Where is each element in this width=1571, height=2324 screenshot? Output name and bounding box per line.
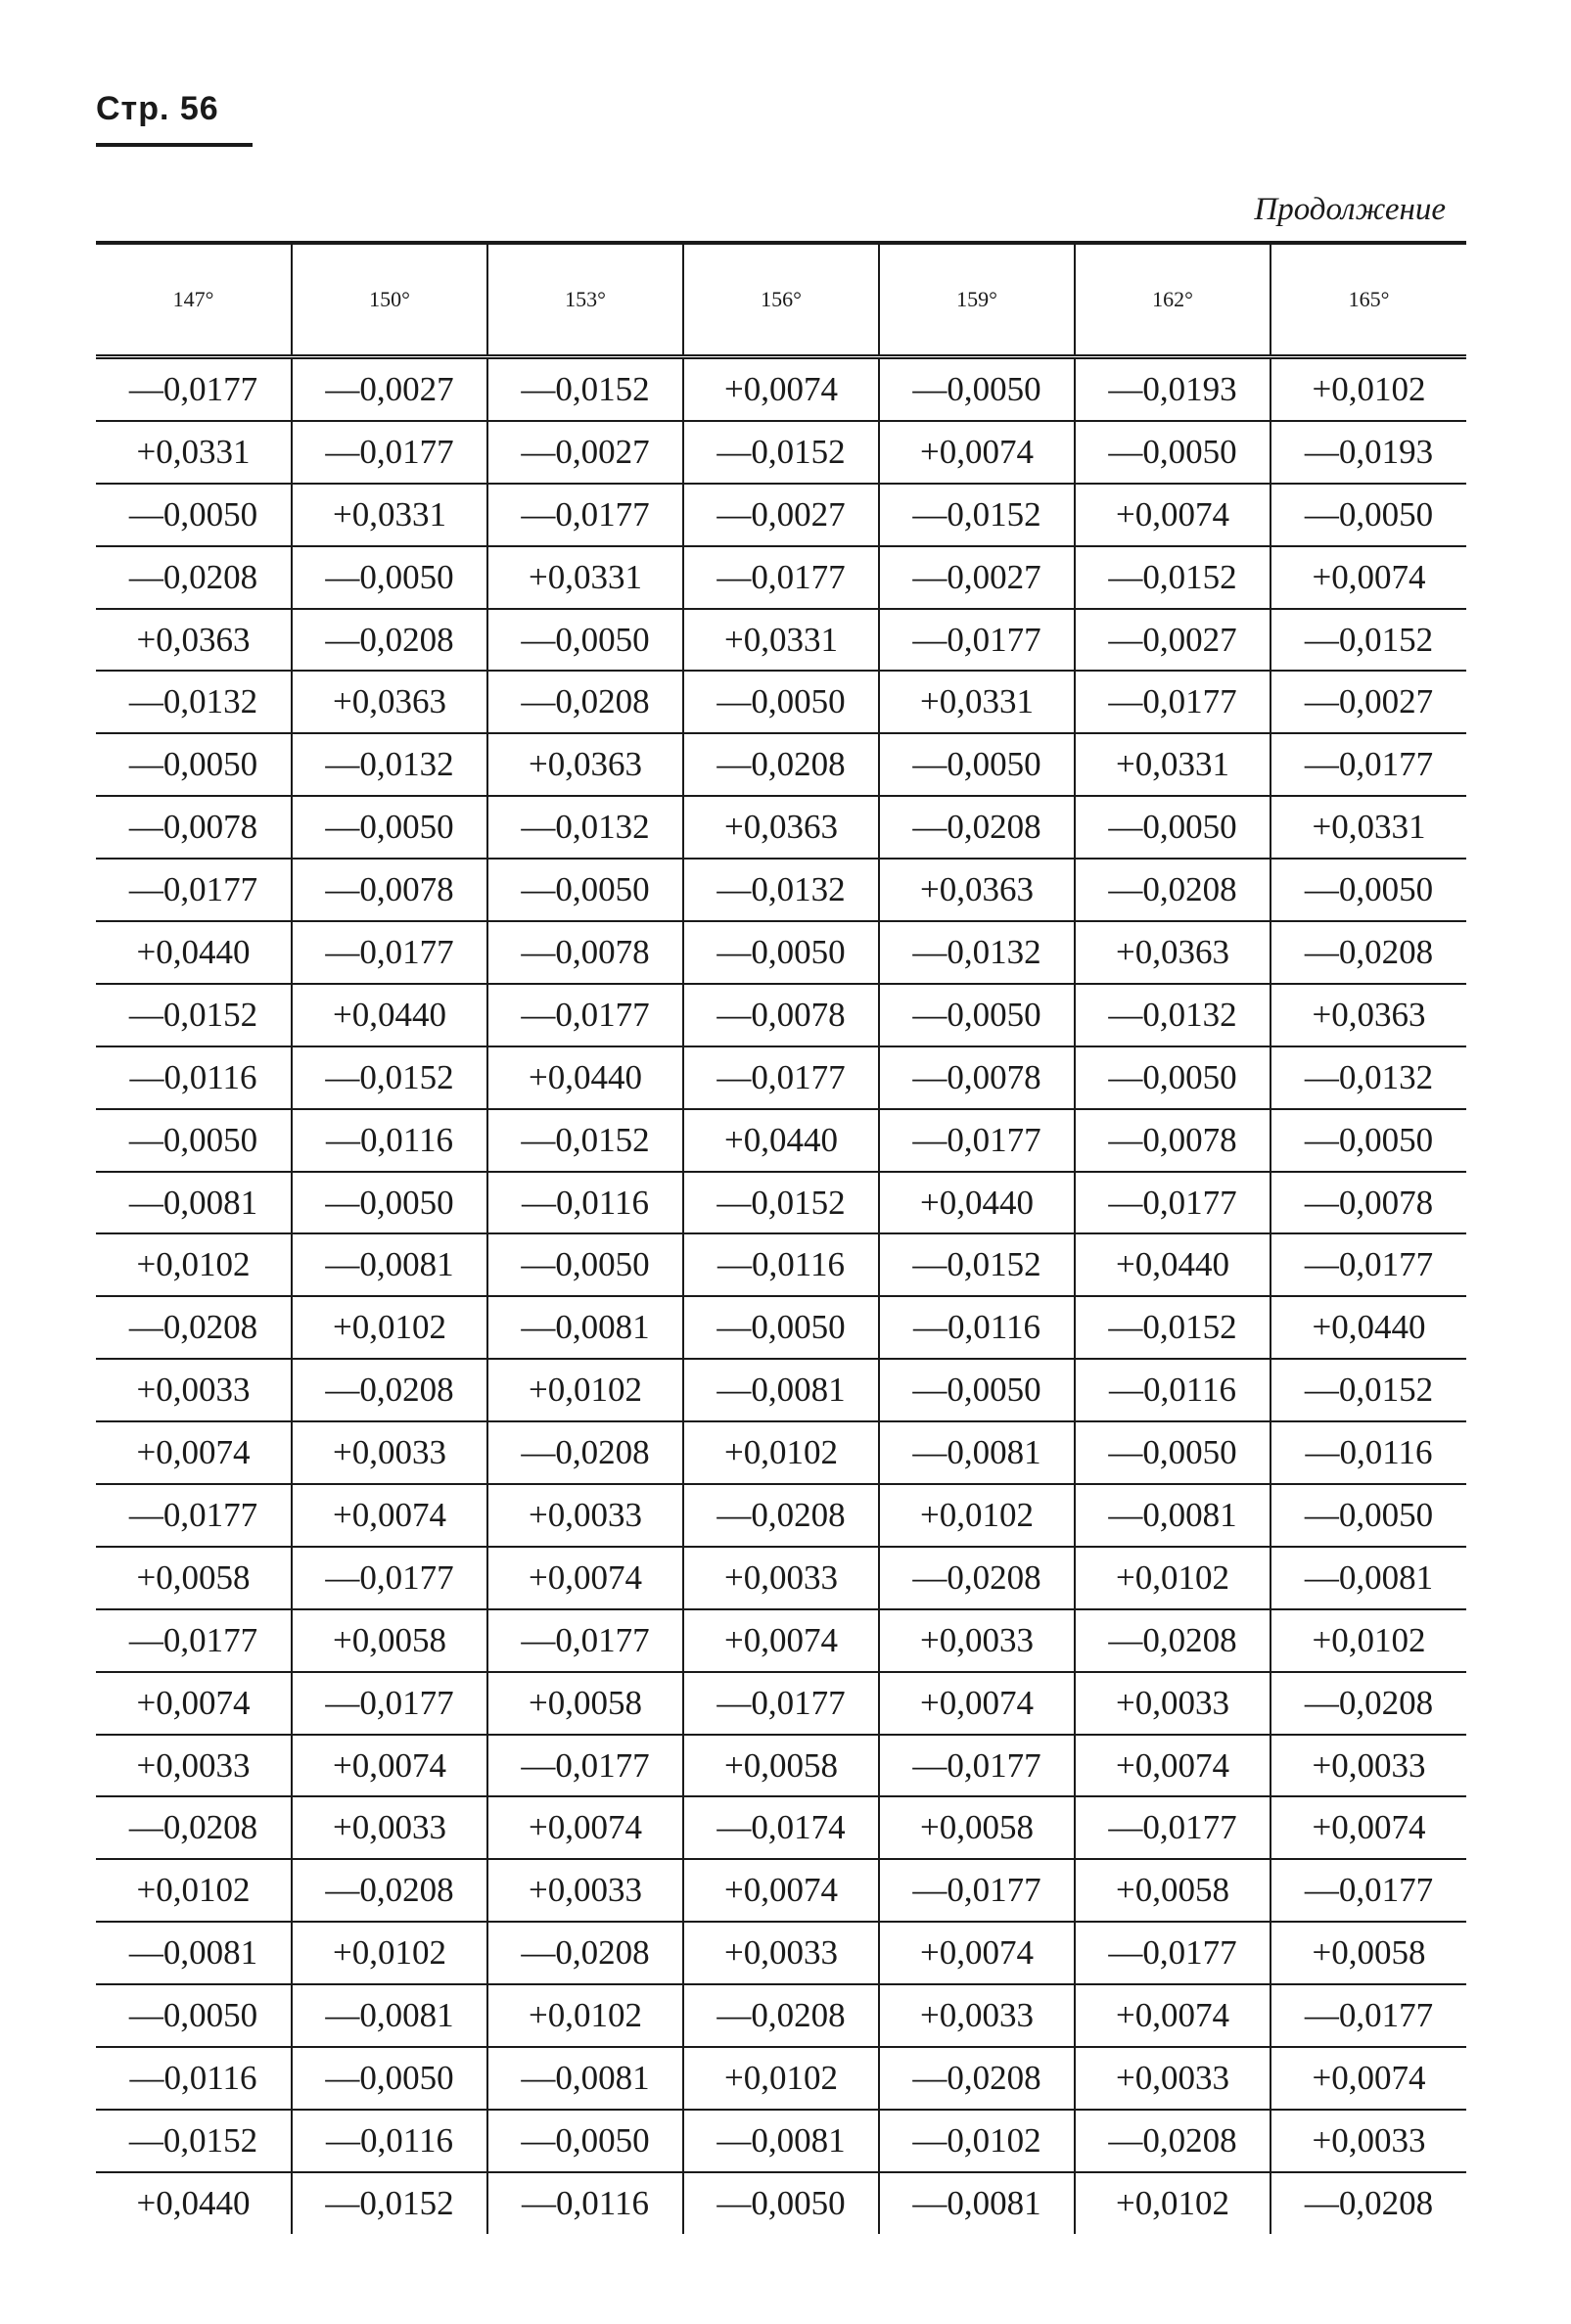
table-cell: —0,0116 (292, 1109, 487, 1172)
table-cell: —0,0152 (292, 2172, 487, 2234)
table-cell: —0,0050 (1271, 859, 1466, 921)
table-cell: —0,0050 (879, 733, 1075, 796)
table-row (96, 2047, 1466, 2110)
table-cell: —0,0177 (1271, 1233, 1466, 1296)
table-cell: +0,0074 (487, 1547, 683, 1609)
table-row (96, 1796, 1466, 1859)
table-cell: —0,0050 (1075, 1046, 1271, 1109)
table-cell: —0,0081 (487, 2047, 683, 2110)
table-cell: —0,0078 (292, 859, 487, 921)
table-body (96, 357, 1466, 2234)
table-cell: —0,0208 (1075, 1609, 1271, 1672)
table-cell: —0,0078 (683, 984, 879, 1046)
table-cell: +0,0074 (1271, 2047, 1466, 2110)
table-cell: —0,0132 (292, 733, 487, 796)
table-row (96, 984, 1466, 1046)
table-row (96, 609, 1466, 672)
table-cell: +0,0440 (292, 984, 487, 1046)
table-cell: —0,0116 (487, 2172, 683, 2234)
table-cell: —0,0208 (683, 1984, 879, 2047)
table-cell: +0,0074 (292, 1735, 487, 1797)
table-cell: —0,0050 (683, 921, 879, 984)
table-header-row (96, 245, 1466, 357)
table-cell: +0,0074 (879, 1672, 1075, 1735)
table-cell: +0,0102 (683, 2047, 879, 2110)
table-cell: —0,0177 (487, 984, 683, 1046)
column-header: 150° (292, 245, 487, 357)
table-row (96, 2110, 1466, 2172)
table-cell: —0,0177 (879, 1859, 1075, 1922)
table-cell: —0,0208 (683, 1484, 879, 1547)
table-cell: —0,0177 (879, 609, 1075, 672)
table-cell: +0,0074 (1271, 546, 1466, 609)
table-row (96, 1109, 1466, 1172)
table-cell: —0,0152 (96, 2110, 292, 2172)
table-cell: +0,0074 (683, 1859, 879, 1922)
table-cell: +0,0440 (683, 1109, 879, 1172)
table-cell: +0,0033 (683, 1922, 879, 1984)
table-cell: +0,0074 (879, 1922, 1075, 1984)
table-cell: +0,0033 (1271, 2110, 1466, 2172)
table-cell: —0,0027 (879, 546, 1075, 609)
table-cell: —0,0027 (683, 484, 879, 546)
table-cell: —0,0152 (96, 984, 292, 1046)
table-cell: —0,0132 (1075, 984, 1271, 1046)
table-cell: —0,0081 (683, 1359, 879, 1421)
table-cell: —0,0081 (487, 1296, 683, 1359)
column-header: 162° (1075, 245, 1271, 357)
table-cell: —0,0078 (96, 796, 292, 859)
table-row (96, 1922, 1466, 1984)
table-cell: —0,0050 (1075, 421, 1271, 484)
table-cell: —0,0132 (487, 796, 683, 859)
table-cell: +0,0033 (487, 1484, 683, 1547)
table-cell: —0,0050 (96, 1984, 292, 2047)
table-cell: +0,0102 (1075, 2172, 1271, 2234)
table-cell: —0,0208 (487, 1922, 683, 1984)
table-cell: —0,0050 (487, 859, 683, 921)
table-cell: +0,0033 (1271, 1735, 1466, 1797)
table-cell: +0,0074 (292, 1484, 487, 1547)
table-cell: —0,0081 (1271, 1547, 1466, 1609)
table-cell: —0,0050 (487, 2110, 683, 2172)
table-cell: +0,0033 (292, 1421, 487, 1484)
table-cell: —0,0177 (292, 1547, 487, 1609)
table-row (96, 796, 1466, 859)
table-row (96, 1046, 1466, 1109)
table-cell: +0,0102 (96, 1859, 292, 1922)
table-cell: —0,0050 (292, 2047, 487, 2110)
table-cell: —0,0208 (879, 1547, 1075, 1609)
table-cell: —0,0050 (487, 1233, 683, 1296)
table-cell: —0,0102 (879, 2110, 1075, 2172)
table-row (96, 1609, 1466, 1672)
table-cell: —0,0116 (96, 1046, 292, 1109)
table-cell: +0,0102 (292, 1922, 487, 1984)
table-cell: —0,0027 (1075, 609, 1271, 672)
column-header: 153° (487, 245, 683, 357)
table-cell: —0,0208 (292, 609, 487, 672)
table-row (96, 733, 1466, 796)
table-cell: +0,0033 (96, 1735, 292, 1797)
table-cell: —0,0208 (292, 1359, 487, 1421)
table-cell: +0,0033 (1075, 2047, 1271, 2110)
table-cell: —0,0208 (96, 546, 292, 609)
table-cell: —0,0177 (1075, 1796, 1271, 1859)
table-cell: +0,0074 (96, 1672, 292, 1735)
table-cell: —0,0050 (96, 733, 292, 796)
table-row (96, 1233, 1466, 1296)
table-cell: +0,0074 (1271, 1796, 1466, 1859)
table-cell: —0,0208 (879, 2047, 1075, 2110)
table-cell: +0,0074 (1075, 1735, 1271, 1797)
table-row (96, 1735, 1466, 1797)
table-cell: +0,0440 (136, 2183, 251, 2222)
table-cell: —0,0177 (96, 859, 292, 921)
table-cell: —0,0132 (683, 859, 879, 921)
table-cell: —0,0050 (1075, 796, 1271, 859)
table-cell: +0,0033 (487, 1859, 683, 1922)
table-cell: —0,0132 (96, 671, 292, 733)
table-cell: —0,0050 (1271, 484, 1466, 546)
table-cell: —0,0050 (96, 1109, 292, 1172)
table-row (96, 1172, 1466, 1234)
table-cell: +0,0102 (1271, 1609, 1466, 1672)
table-cell: —0,0208 (1075, 859, 1271, 921)
table-cell: —0,0177 (1271, 733, 1466, 796)
table-cell: +0,0363 (1075, 921, 1271, 984)
table-cell: +0,0058 (1075, 1859, 1271, 1922)
table-cell: +0,0033 (879, 1609, 1075, 1672)
table-row (96, 546, 1466, 609)
page-number-underline (96, 143, 253, 147)
table-cell: +0,0074 (487, 1796, 683, 1859)
table-cell: +0,0074 (879, 421, 1075, 484)
table-cell: —0,0078 (879, 1046, 1075, 1109)
table-cell: —0,0116 (683, 1233, 879, 1296)
table-cell: +0,0058 (487, 1672, 683, 1735)
table-cell: —0,0152 (292, 1046, 487, 1109)
table-row (96, 671, 1466, 733)
table-cell: +0,0033 (683, 1547, 879, 1609)
table-row (96, 1421, 1466, 1484)
table-cell: —0,0208 (1075, 2110, 1271, 2172)
table-cell: +0,0102 (683, 1421, 879, 1484)
table-cell: —0,0081 (879, 1421, 1075, 1484)
column-header: 165° (1271, 245, 1466, 357)
column-header: 156° (683, 245, 879, 357)
table-cell: +0,0363 (292, 671, 487, 733)
table-cell: +0,0440 (487, 1046, 683, 1109)
table-cell: —0,0177 (683, 1672, 879, 1735)
table-cell: +0,0102 (1271, 357, 1466, 421)
table-cell: +0,0102 (487, 1359, 683, 1421)
column-header: 147° (96, 245, 292, 357)
table-cell: —0,0177 (879, 1109, 1075, 1172)
table-cell: +0,0331 (683, 609, 879, 672)
table-cell: —0,0177 (879, 1735, 1075, 1797)
table-row (96, 1484, 1466, 1547)
table-cell: —0,0177 (683, 1046, 879, 1109)
table-cell: —0,0208 (487, 671, 683, 733)
table-cell: —0,0116 (96, 2047, 292, 2110)
table-cell: +0,0363 (96, 609, 292, 672)
column-header: 159° (879, 245, 1075, 357)
table-cell: —0,0177 (487, 484, 683, 546)
table-cell: +0,0074 (96, 1421, 292, 1484)
table-cell: —0,0208 (879, 796, 1075, 859)
table-cell: —0,0152 (683, 421, 879, 484)
table-cell: —0,0177 (96, 357, 292, 421)
table-cell: —0,0027 (1271, 671, 1466, 733)
table-cell: +0,0440 (1271, 1296, 1466, 1359)
table-cell: —0,0116 (1271, 1421, 1466, 1484)
table-cell: —0,0116 (1075, 1359, 1271, 1421)
table-cell: +0,0074 (683, 357, 879, 421)
table-cell: +0,0074 (1075, 484, 1271, 546)
table-cell: —0,0174 (683, 1796, 879, 1859)
table-row (96, 1359, 1466, 1421)
table-cell: +0,0440 (1075, 1233, 1271, 1296)
table-cell: —0,0177 (96, 1484, 292, 1547)
table-cell: —0,0050 (683, 671, 879, 733)
table-cell: —0,0050 (292, 546, 487, 609)
table-cell: —0,0193 (1075, 357, 1271, 421)
coefficient-table (96, 245, 1466, 2234)
table-cell: +0,0033 (292, 1796, 487, 1859)
table-row (96, 921, 1466, 984)
table-cell: +0,0058 (879, 1796, 1075, 1859)
table-cell: —0,0152 (879, 1233, 1075, 1296)
table-cell: —0,0177 (96, 1609, 292, 1672)
table-cell: +0,0440 (879, 1172, 1075, 1234)
table-cell: +0,0331 (1075, 733, 1271, 796)
table-cell: +0,0440 (96, 921, 292, 984)
table-cell: +0,0363 (1271, 984, 1466, 1046)
table-cell: +0,0363 (879, 859, 1075, 921)
table-cell: —0,0177 (1271, 1859, 1466, 1922)
table-cell: —0,0050 (96, 484, 292, 546)
table-cell: +0,0102 (1075, 1547, 1271, 1609)
continuation-label: Продолжение (1254, 192, 1446, 227)
table-cell: +0,0331 (879, 671, 1075, 733)
table-cell: +0,0058 (1271, 1922, 1466, 1984)
table-cell: —0,0208 (1271, 921, 1466, 984)
table-cell: —0,0050 (879, 1359, 1075, 1421)
table-cell: —0,0027 (487, 421, 683, 484)
table-cell: —0,0050 (292, 1172, 487, 1234)
page-number: Стр. 56 (96, 90, 219, 127)
table-cell: +0,0033 (1075, 1672, 1271, 1735)
table-cell: —0,0081 (1075, 1484, 1271, 1547)
table-cell: —0,0081 (292, 1233, 487, 1296)
table-cell: —0,0152 (879, 484, 1075, 546)
table-cell: +0,0033 (96, 1359, 292, 1421)
table-cell: —0,0152 (683, 1172, 879, 1234)
table-cell: —0,0078 (1271, 1172, 1466, 1234)
table-cell: +0,0074 (1075, 1984, 1271, 2047)
table-cell: —0,0208 (1271, 1672, 1466, 1735)
table-cell: —0,0132 (1271, 1046, 1466, 1109)
table-cell: —0,0027 (292, 357, 487, 421)
table-row (96, 1984, 1466, 2047)
table-cell: +0,0058 (683, 1735, 879, 1797)
table-cell: +0,0102 (96, 1233, 292, 1296)
table-cell: +0,0331 (487, 546, 683, 609)
table-cell: +0,0331 (96, 421, 292, 484)
table-cell: —0,0152 (1075, 1296, 1271, 1359)
table-cell: —0,0078 (487, 921, 683, 984)
table-cell: —0,0050 (1271, 1109, 1466, 1172)
table-cell: —0,0177 (1075, 671, 1271, 733)
table-cell: —0,0177 (1075, 1172, 1271, 1234)
table-cell: —0,0050 (683, 1296, 879, 1359)
table-cell: —0,0081 (292, 1984, 487, 2047)
table-cell: —0,0081 (96, 1922, 292, 1984)
table-cell: —0,0208 (292, 1859, 487, 1922)
table-row (96, 1296, 1466, 1359)
table-cell: —0,0050 (879, 357, 1075, 421)
table-cell: —0,0152 (1075, 546, 1271, 609)
table-row (96, 421, 1466, 484)
table-cell: —0,0050 (487, 609, 683, 672)
table-cell: —0,0208 (487, 1421, 683, 1484)
table-cell: —0,0081 (683, 2110, 879, 2172)
table-cell: —0,0193 (1271, 421, 1466, 484)
table-cell: —0,0050 (879, 984, 1075, 1046)
table-cell: —0,0081 (96, 1172, 292, 1234)
table-cell: +0,0363 (487, 733, 683, 796)
table-row (96, 484, 1466, 546)
table-cell: —0,0081 (879, 2172, 1075, 2234)
table-cell: +0,0102 (292, 1296, 487, 1359)
table-row (96, 859, 1466, 921)
table-row (96, 1547, 1466, 1609)
table-cell: —0,0177 (1271, 1984, 1466, 2047)
table-cell: —0,0152 (487, 357, 683, 421)
table-cell: —0,0177 (292, 421, 487, 484)
table-cell: —0,0050 (1271, 1484, 1466, 1547)
table-cell: +0,0331 (1271, 796, 1466, 859)
table-row (96, 2172, 1466, 2234)
table-cell: —0,0177 (487, 1609, 683, 1672)
table-cell: —0,0152 (1271, 1359, 1466, 1421)
table-cell: —0,0177 (292, 1672, 487, 1735)
table-cell: +0,0363 (683, 796, 879, 859)
table-cell: —0,0078 (1075, 1109, 1271, 1172)
table-cell: —0,0050 (292, 796, 487, 859)
table-cell: —0,0152 (487, 1109, 683, 1172)
table-row (96, 357, 1466, 421)
table-cell: +0,0331 (292, 484, 487, 546)
table-cell: +0,0074 (683, 1609, 879, 1672)
table-row (96, 1859, 1466, 1922)
table-cell: —0,0132 (879, 921, 1075, 984)
table-cell: +0,0058 (292, 1609, 487, 1672)
table-row (96, 1672, 1466, 1735)
table-cell: —0,0116 (879, 1296, 1075, 1359)
table-cell: —0,0050 (683, 2172, 879, 2234)
table-cell: +0,0058 (96, 1547, 292, 1609)
table-cell: —0,0116 (487, 1172, 683, 1234)
table-cell: +0,0102 (487, 1984, 683, 2047)
table-cell: —0,0177 (1075, 1922, 1271, 1984)
table-cell: —0,0177 (683, 546, 879, 609)
table-cell: —0,0208 (96, 1296, 292, 1359)
coefficient-table-container (96, 241, 1466, 2234)
table-cell: —0,0208 (96, 1796, 292, 1859)
table-cell: —0,0177 (487, 1735, 683, 1797)
table-cell: —0,0116 (292, 2110, 487, 2172)
table-cell: +0,0033 (879, 1984, 1075, 2047)
table-cell: +0,0102 (879, 1484, 1075, 1547)
table-cell: —0,0050 (1075, 1421, 1271, 1484)
table-cell: —0,0152 (1271, 609, 1466, 672)
table-cell: —0,0208 (683, 733, 879, 796)
table-cell: —0,0177 (292, 921, 487, 984)
table-cell: —0,0208 (1271, 2172, 1466, 2234)
